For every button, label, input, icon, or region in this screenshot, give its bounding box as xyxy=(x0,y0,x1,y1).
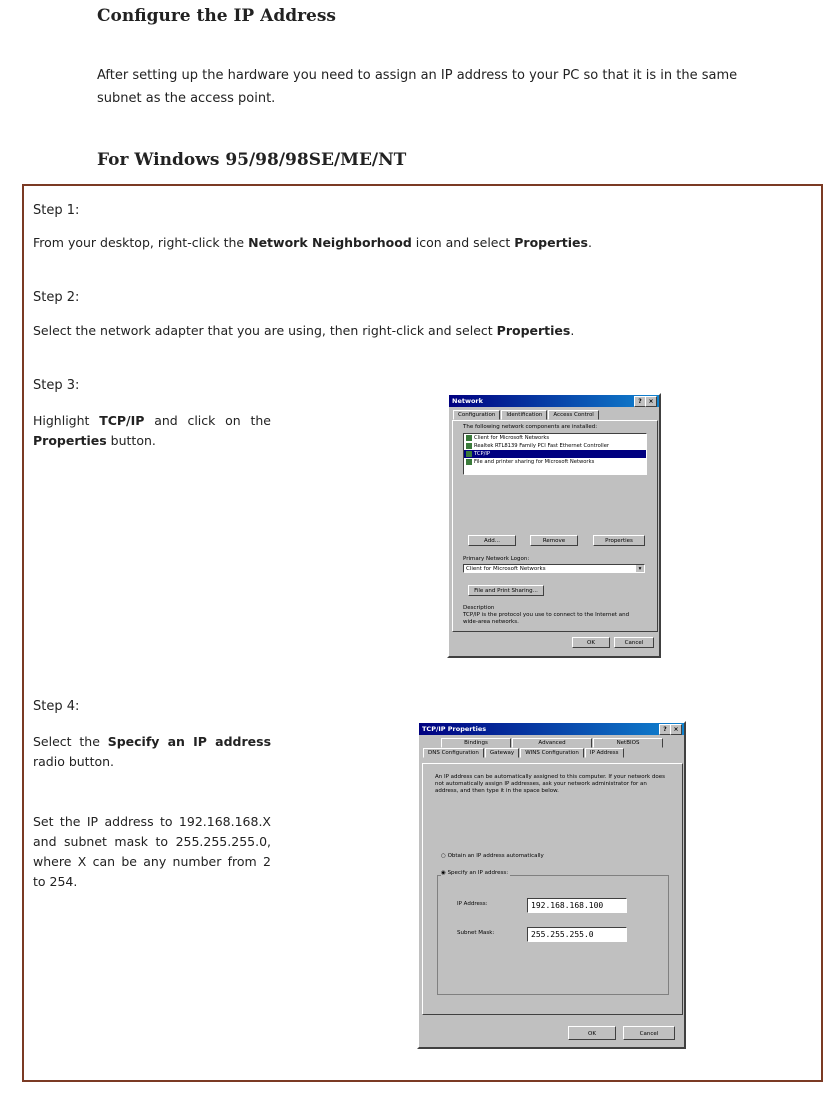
network-tabs xyxy=(449,407,659,420)
page-title: Configure the IP Address xyxy=(97,6,337,26)
tab-wins-configuration[interactable]: WINS Configuration xyxy=(520,748,584,758)
logon-label: Primary Network Logon: xyxy=(463,556,530,562)
client-icon xyxy=(466,435,472,441)
subnet-mask-field[interactable]: 255.255.255.0 xyxy=(527,927,627,942)
tcpip-dialog-title: TCP/IP Properties xyxy=(422,725,487,733)
components-caption: The following network components are installed: xyxy=(463,424,598,430)
tab-advanced[interactable]: Advanced xyxy=(512,738,592,748)
help-icon[interactable]: ? xyxy=(634,396,646,407)
ok-button[interactable]: OK xyxy=(572,637,610,648)
tab-netbios[interactable]: NetBIOS xyxy=(593,738,663,748)
ip-address-panel xyxy=(422,763,683,1015)
network-dialog-titlebar xyxy=(449,395,659,407)
network-dialog-title: Network xyxy=(452,397,483,405)
tcpip-tabs-row-2 xyxy=(419,748,684,758)
properties-button[interactable]: Properties xyxy=(593,535,645,546)
step-2-text: Select the network adapter that you are using, then right-click and select Properties. xyxy=(33,323,575,338)
adapter-icon xyxy=(466,443,472,449)
step-3-text: Highlight TCP/IP and click on the Properties button. xyxy=(33,413,271,448)
step-4-label: Step 4: xyxy=(33,699,80,714)
chevron-down-icon[interactable]: ▾ xyxy=(636,565,644,572)
description-text: TCP/IP is the protocol you use to connect to the Internet and wide-area networks. xyxy=(463,612,630,625)
tab-access-control[interactable]: Access Control xyxy=(548,410,598,420)
step-4-text: Select the Specify an IP address radio button. xyxy=(33,734,272,769)
step-1-label: Step 1: xyxy=(33,203,80,218)
logon-select[interactable]: Client for Microsoft Networks ▾ xyxy=(463,564,645,573)
tab-configuration[interactable]: Configuration xyxy=(453,410,500,420)
ip-address-field[interactable]: 192.168.168.100 xyxy=(527,898,627,913)
tcpip-tabs-row-1 xyxy=(419,735,684,748)
step-1-text: From your desktop, right-click the Network Neighborhood icon and select Properties. xyxy=(33,235,592,250)
help-icon[interactable]: ? xyxy=(659,724,671,735)
list-item[interactable]: Realtek RTL8139 Family PCI Fast Ethernet Controller xyxy=(464,442,646,450)
file-print-sharing-button[interactable]: File and Print Sharing... xyxy=(468,585,544,596)
radio-off-icon: ○ xyxy=(441,853,446,859)
tab-identification[interactable]: Identification xyxy=(501,410,547,420)
step-3-label: Step 3: xyxy=(33,378,80,393)
radio-specify-ip[interactable]: ◉ Specify an IP address: xyxy=(441,870,509,876)
ip-info-text: An IP address can be automatically assigned to this computer. If your network does not automatically assign IP addresses, ask your network administrator for an address, and then type it in the space below. xyxy=(435,774,665,794)
close-icon[interactable]: × xyxy=(670,724,682,735)
cancel-button[interactable]: Cancel xyxy=(623,1026,675,1040)
ok-button[interactable]: OK xyxy=(568,1026,616,1040)
list-item-tcpip[interactable]: TCP/IP xyxy=(464,450,646,458)
subnet-mask-label: Subnet Mask: xyxy=(457,930,495,936)
radio-obtain-auto[interactable]: ○ Obtain an IP address automatically xyxy=(441,853,544,859)
close-icon[interactable]: × xyxy=(645,396,657,407)
radio-on-icon: ◉ xyxy=(441,870,446,876)
description-label: Description xyxy=(463,605,495,611)
tab-bindings[interactable]: Bindings xyxy=(441,738,511,748)
network-config-panel xyxy=(452,420,658,632)
network-dialog xyxy=(447,393,661,658)
section-title: For Windows 95/98/98SE/ME/NT xyxy=(97,150,407,170)
list-item[interactable]: Client for Microsoft Networks xyxy=(464,434,646,442)
service-icon xyxy=(466,459,472,465)
add-button[interactable]: Add... xyxy=(468,535,516,546)
tab-gateway[interactable]: Gateway xyxy=(485,748,519,758)
remove-button[interactable]: Remove xyxy=(530,535,578,546)
components-list[interactable] xyxy=(463,433,647,475)
list-item[interactable]: File and printer sharing for Microsoft Networks xyxy=(464,458,646,466)
step-2-label: Step 2: xyxy=(33,290,80,305)
tab-ip-address[interactable]: IP Address xyxy=(585,748,624,758)
intro-paragraph: After setting up the hardware you need to assign an IP address to your PC so that it is in the same subnet as the access point. xyxy=(97,68,738,106)
tcpip-dialog xyxy=(417,721,686,1049)
ip-address-label: IP Address: xyxy=(457,901,488,907)
tcpip-dialog-titlebar xyxy=(419,723,684,735)
step-4-ip-instructions: Set the IP address to 192.168.168.X and subnet mask to 255.255.255.0, where X can be any number from 2 to 254. xyxy=(33,814,271,889)
protocol-icon xyxy=(466,451,472,457)
tab-dns-configuration[interactable]: DNS Configuration xyxy=(423,748,484,758)
cancel-button[interactable]: Cancel xyxy=(614,637,654,648)
